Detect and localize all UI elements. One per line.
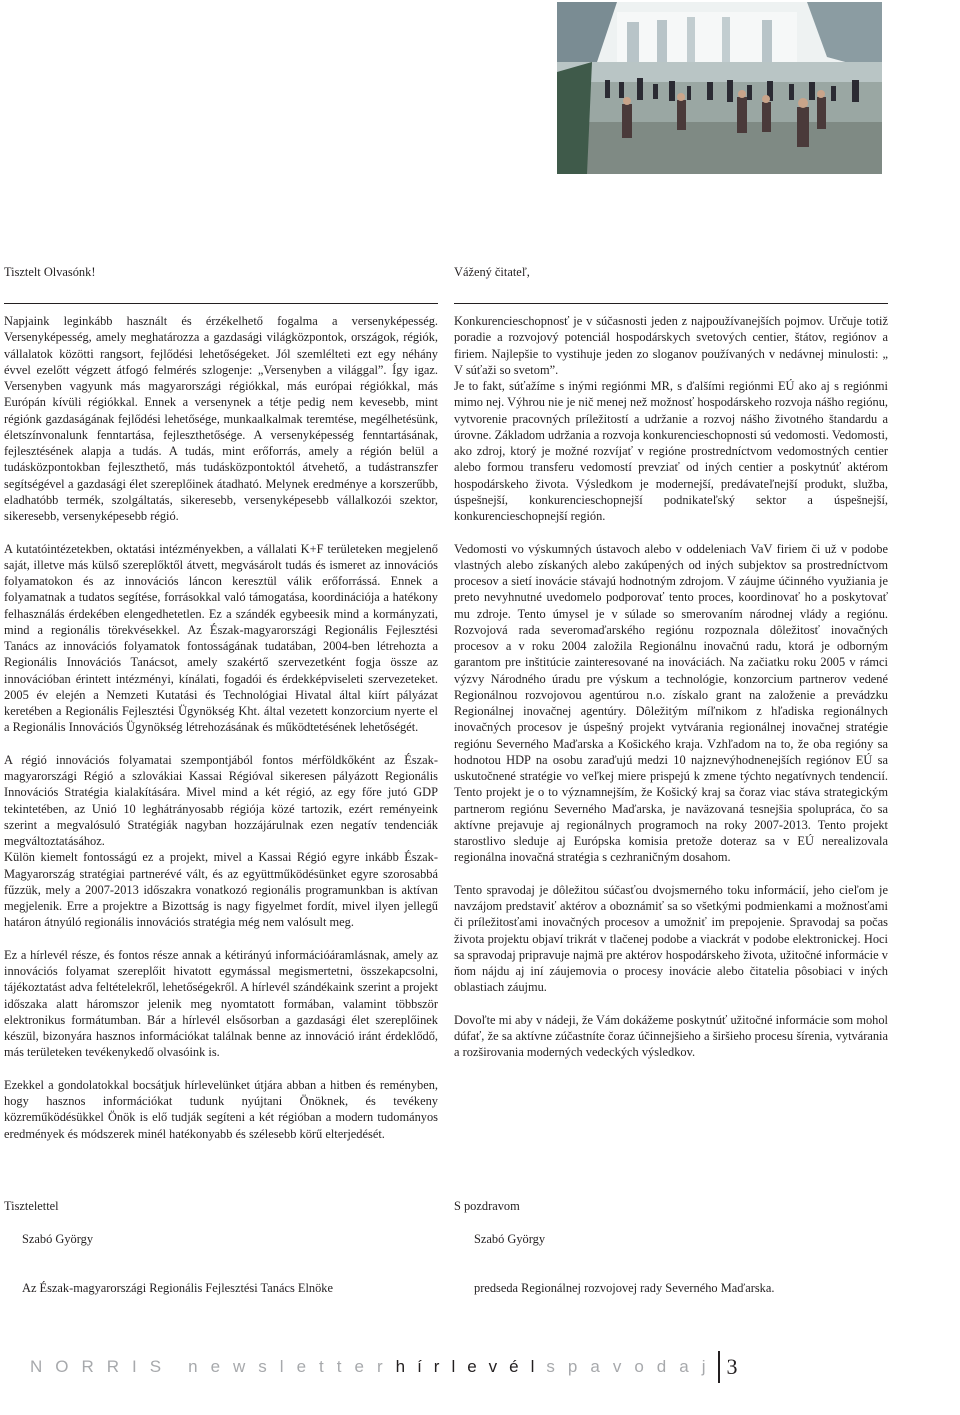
brand-norris: NORRIS bbox=[30, 1357, 175, 1376]
label-newsletter: newsletter bbox=[188, 1357, 396, 1376]
newsletter-footer bbox=[30, 1352, 737, 1382]
footer-divider bbox=[718, 1351, 720, 1383]
paragraph: A kutatóintézetekben, oktatási intézményekben, a vállalati K+F területeken megjelenő saját, illetve más külső szereplőktől átvett, megvásárolt tudás és ismeret az innovációs folyamatokon és az innovációs láncon keresztül válik erőforrássá. Ennek a folyamatnak a tudatos segítése, forrásokkal való támogatása, koordinációja a hatékony felhasználás érdekében elengedhetetlen. Ez a szándék egybeesik mind a kormányzati, mind a regionális törekvésekkel. Az Észak-magyarországi Regionális Fejlesztési Tanács az innovációs folyamatok fontosságának tudatában, 2004-ben létrehozta a Regionális Innovációs Tanácsot, amely szakértő szervezetként fogja össze az innovációban érintett intézményi, kínálati, fogadói és érdekképviseleti szervezeteket. 2005 év elején a Nemzeti Kutatási és Technológiai Hivatal által kiírt pályázat keretében a Regionális Fejlesztési Ügynökség Kht. által vezetett konzorcium nyerte el a Regionális Innovációs Ügynökség létrehozásának és működtetésének lehetőségét. bbox=[4, 541, 438, 735]
body-sk bbox=[454, 313, 888, 1077]
hall-photo-image bbox=[557, 2, 882, 174]
closing-hu: Tisztelettel bbox=[4, 1199, 59, 1213]
signature-title-hu: Az Észak-magyarországi Regionális Fejlesztési Tanács Elnöke bbox=[22, 1281, 333, 1295]
paragraph: Külön kiemelt fontosságú ez a projekt, mivel a Kassai Régió egyre inkább Észak-Magyarország stratégiai partnerévé vált, és az együttműködésünket egyre szorosabbá fűzzük, mely a 2007-2013 időszakra vonatkozó regionális programunkban is aktívan megjelenik. Erre a projektre a Bizottság is nagy figyelmet fordít, mivel ilyen jellegű határon átnyúló regionális innovációs stratégia még nem valósult meg. bbox=[4, 850, 438, 930]
closing-sk: S pozdravom bbox=[454, 1199, 520, 1213]
paragraph: Konkurencieschopnosť je v súčasnosti jeden z najpoužívanejších pojmov. Určuje totiž poradie a rozvojový potenciál hospodárskych svetových centier, štátov, regiónov a firiem. Najlepšie to vystihuje jeden zo sloganov používaných v nedávnej minulosti: „ V súťaži so svetom”. bbox=[454, 314, 888, 377]
label-spavodaj: spavodaj bbox=[546, 1357, 719, 1376]
hall-photo bbox=[557, 2, 882, 174]
label-hirlevel: hírlevél bbox=[395, 1357, 547, 1376]
paragraph: Napjaink leginkább használt és érzékelhető fogalma a versenyképesség. Versenyképesség, amely meghatározza a gazdasági világközpontok, országok, régiók, vállalatok közötti rangsort, fejlődési lehetőségeket. Jól szemlélteti ezt egy néhány évvel ezelőtt végzett átfogó felmérés szlogenje: „Versenyben a világgal”. Így igaz. Versenyben vagyunk más magyarországi régiókkal, más európai régiókkal, más Európán kívüli régiókkal. Ennek a versenynek a tétje pedig nem kevesebb, mint régiónk gazdaságának fejlődési lehetősége, munkaalkalmak teremtése, megélhetésünk, életszínvonalunk fenntartása, fejleszthetősége. A versenyképesség fenntartásának, fejlesztésének alapja a tudás. A tudás, mint erőforrás, amely a régión belül a tudásközpontokban fejleszthető, más tudásközpontoktól átvehető, a tudástranszfer segítségével a gazdasági élet szereplőinek átadható. Melynek eredménye a korszerűbb, eladhatóbb termék, szolgáltatás, sikeresebb, versenyképesebb vállalkozói szektor, sikeresebb, versenyképesebb régió. bbox=[4, 314, 438, 523]
divider-left bbox=[4, 303, 438, 304]
paragraph: Tento spravodaj je dôležitou súčasťou dvojsmerného toku informácií, jeho cieľom je navzájom predstaviť aktérov a oboznámiť sa so všetkými podmienkami a možnosťami či príležitosťami inovačných procesov a umožniť im prepojenie. Spravodaj sa počas života projektu objaví trikrát v tlačenej podobe a viackrát v podobe elektronickej. Hoci sa spravodaj pripravuje najmä pre aktérov hospodárskeho života, užitočné informácie v ňom nájdu aj iní záujemovia o procesy inovácie alebo čitatelia pôsobiaci v iných oblastiach záujmu. bbox=[454, 882, 888, 995]
paragraph: Vedomosti vo výskumných ústavoch alebo v oddeleniach VaV firiem či už v podobe vlastných alebo získaných alebo zakúpených od iných subjektov sa prostredníctvom procesov a sietí inovácie stávajú hodnotným zdrojom. V záujme účinného využiania je preto nevyhnutné uvedomelo podporovať tento proces, koordinovať ho a poskytovať mu zdroje. Tento úmysel je v súlade so smerovaním národnej vlády a regiónu. Rozvojová rada severomaďarského regiónu rozpoznala dôležitosť inovačných procesov a v roku 2004 založila Regionálnu inovačnú radu, ktorá je odborným garantom pre inštitúcie zainteresované na inováciách. Na začiatku roku 2005 v rámci výzvy Národného úradu pre výskum a technológie, konzorcium partnerov vedené Regionálnou rozvojovou agentúrou n.o. získalo grant na založenie a prevádzku Regionálnej inovačnej agentúry. Dôležitým míľnikom z hľadiska regionálnych inovačných procesov je úspešný projekt vytvárania regionálnej inovačnej stratégie regiónu Severného Maďarska a Košického kraja. Vzhľadom na to, že oba regióny sa hodnotou HDP na osobu zaraďujú medzi 10 najznevýhodnenejších regiónov EÚ sa uskutočnené stratégie vo veľkej miere prispejú k zmene týchto negatívnych tendencií. Tento projekt je o to významnejším, že Košický kraj sa čoraz viac stáva strategickým partnerom regiónu Severného Maďarska, je naväzovaná tesnejšia spolupráca, čo sa aktívne prejavuje aj regionálnych programoch na roky 2007-2013. Tento projekt starostlivo sleduje aj Európska komisia pretože doteraz sa v EÚ nerealizovala regionálna inovačná stratégia s cezhraničným dosahom. bbox=[454, 541, 888, 865]
paragraph: Dovoľte mi aby v nádeji, že Vám dokážeme poskytnúť užitočné informácie som mohol dúfať, že sa aktívne zúčastníte čoraz účinnejšieho a širšieho procesu šírenia, vytvárania a rozširovania moderných vedeckých výsledkov. bbox=[454, 1012, 888, 1060]
page-number: 3 bbox=[726, 1354, 738, 1379]
divider-right bbox=[454, 303, 888, 304]
signature-name-sk: Szabó György bbox=[474, 1232, 546, 1246]
signature-title-sk: predseda Regionálnej rozvojovej rady Severného Maďarska. bbox=[474, 1281, 775, 1295]
paragraph: Ez a hírlevél része, és fontos része annak a kétirányú információáramlásnak, amely az innovációs folyamat szereplőit hivatott egymással megismertetni, összekapcsolni, tájékoztatást adva feltételekről, lehetőségekről. A hírlevél szándékaink szerint a projekt időszaka alatt háromszor jelenik meg nyomtatott formában, valamint többször elektronikus formátumban. Bár a hírlevél elsősorban a gazdasági élet szereplőinek készül, bizonyára hasznos információkat találnak benne az innováció iránt érdeklődő, más területeken tevékenykedő olvasóink is. bbox=[4, 947, 438, 1060]
paragraph: Ezekkel a gondolatokkal bocsátjuk hírlevelünket útjára abban a hitben és reményben, hogy hasznos információkat tudunk nyújtani Önöknek, és tevékeny közreműködésükkel Önök is elő tudják segíteni a két régióban a modern tudományos eredmények és módszerek minél hatékonyabb és szélesebb körű elterjedését. bbox=[4, 1077, 438, 1141]
greeting-sk: Vážený čitateľ, bbox=[454, 265, 530, 279]
paragraph: Je to fakt, súťažíme s inými regiónmi MR, s ďalšími regiónmi EÚ ako aj s regiónmi mimo nej. Výhrou nie je nič menej než možnosť hospodárskeho rozvoja nášho regiónu, vytvorenie pracovných príležitostí a udržanie a rozvoj nášho životného štandardu a úrovne. Základom udržania a rozvoja konkurencieschopnosti sú vedomosti. Vedomosti, ako zdroj, ktorý je možné rozvíjať v regióne prostredníctvom vedomostných centier alebo formou transferu vedomostí prevziať od iných centier a poskytnúť aktérom hospodárskeho života. Výsledkom je modernejší, predávateľnejší produkt, služba, úspešnejší, konkurencieschopnejší podnikateľský sektor a úspešnejší, konkurencieschopnejší región. bbox=[454, 379, 888, 523]
body-hu bbox=[4, 313, 438, 1158]
signature-name-hu: Szabó György bbox=[22, 1232, 94, 1246]
paragraph: A régió innovációs folyamatai szempontjából fontos mérföldkőként az Észak-magyarországi Régió a szlovákiai Kassai Régióval sikeresen pályázott Regionális Innovációs Stratégia kialakítására. Mivel mind a két régió, az egy főre jutó GDP tekintetében, az Unió 10 leghátrányosabb régiója közé tartozik, ezért reményeink szerint a megvalósuló Stratégiák nagyban hozzájárulnak ezen negatív tendenciák megváltoztatásához. bbox=[4, 752, 438, 848]
greeting-hu: Tisztelt Olvasónk! bbox=[4, 265, 96, 279]
